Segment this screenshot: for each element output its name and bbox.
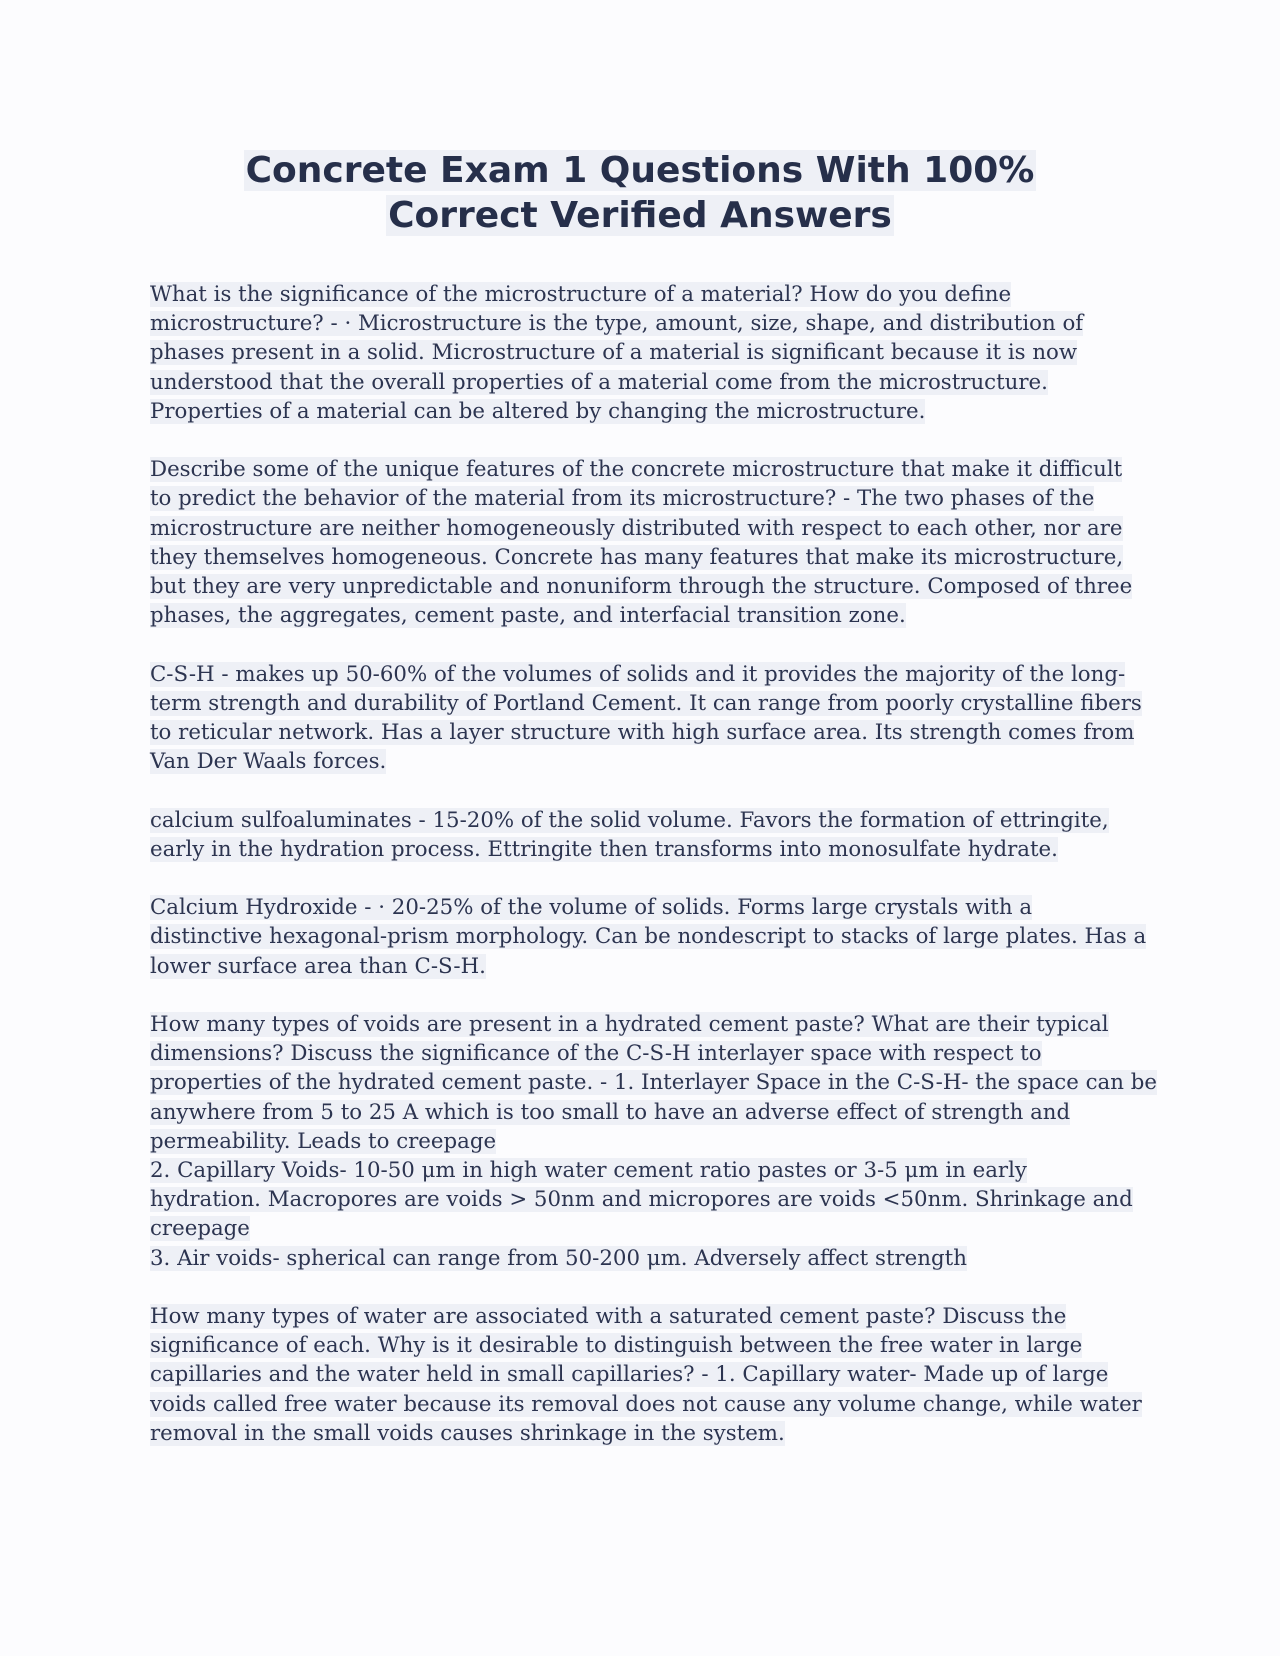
text-line xyxy=(150,484,1130,513)
text-line-content: Van Der Waals forces. xyxy=(150,749,387,775)
text-line xyxy=(150,1127,1130,1156)
text-line xyxy=(150,952,1130,981)
text-line-content: early in the hydration process. Ettringite then transforms into monosulfate hydrate. xyxy=(150,836,1058,862)
text-line-content: Calcium Hydroxide - · 20-25% of the volume of solids. Forms large crystals with a xyxy=(150,895,1033,921)
text-line-content: What is the significance of the microstructure of a material? How do you define xyxy=(150,282,1012,307)
text-line-content: phases, the aggregates, cement paste, and interfacial transition zone. xyxy=(150,603,906,629)
text-line-content: voids called free water because its removal does not cause any volume change, while water xyxy=(150,1391,1142,1417)
text-line-content: microstructure are neither homogeneously distributed with respect to each other, nor are xyxy=(150,515,1123,541)
title-line-1: Concrete Exam 1 Questions With 100% xyxy=(245,150,1035,191)
text-line-content: How many types of voids are present in a hydrated cement paste? What are their typical xyxy=(150,1012,1109,1037)
text-line xyxy=(150,660,1130,689)
document-body xyxy=(150,280,1157,1477)
document-title xyxy=(150,148,1130,238)
text-line-content: hydration. Macropores are voids > 50nm and micropores are voids <50nm. Shrinkage and xyxy=(150,1187,1133,1213)
text-line xyxy=(150,806,1130,835)
text-line-content: How many types of water are associated with a saturated cement paste? Discuss the xyxy=(150,1304,1067,1330)
text-line-content: dimensions? Discuss the significance of the C-S-H interlayer space with respect to xyxy=(150,1041,1042,1067)
text-line xyxy=(150,893,1130,922)
text-line-content: microstructure? - · Microstructure is the type, amount, size, shape, and distribution of xyxy=(150,311,1084,337)
text-line xyxy=(150,835,1130,864)
text-line xyxy=(150,689,1142,718)
text-line-content: to reticular network. Has a layer structure with high surface area. Its strength comes from xyxy=(150,720,1135,746)
qa-paragraph xyxy=(150,455,1133,630)
text-line-content: distinctive hexagonal-prism morphology. Can be nondescript to stacks of large plates. Has a xyxy=(150,924,1147,950)
text-line xyxy=(150,601,1130,630)
text-line xyxy=(150,455,1130,484)
text-line-content: Describe some of the unique features of the concrete microstructure that make it difficult xyxy=(150,457,1123,483)
text-line-content: they themselves homogeneous. Concrete has many features that make its microstructure, xyxy=(150,544,1124,570)
text-line xyxy=(150,338,1130,367)
title-line-2: Correct Verified Answers xyxy=(388,195,892,236)
text-line xyxy=(150,718,1135,747)
qa-paragraph xyxy=(150,1302,1142,1448)
text-line-content: C-S-H - makes up 50-60% of the volumes of solids and it provides the majority of the long- xyxy=(150,661,1126,687)
text-line xyxy=(150,309,1130,338)
text-line xyxy=(150,1331,1130,1360)
text-line-content: properties of the hydrated cement paste. - 1. Interlayer Space in the C-S-H- the space can be xyxy=(150,1070,1157,1096)
text-line xyxy=(150,1214,1130,1243)
text-line xyxy=(150,543,1130,572)
text-line xyxy=(150,1244,1130,1273)
qa-paragraph xyxy=(150,660,1142,777)
text-line xyxy=(150,397,1130,426)
text-line xyxy=(150,368,1130,397)
text-line-content: lower surface area than C-S-H. xyxy=(150,953,486,979)
qa-paragraph xyxy=(150,893,1147,981)
text-line xyxy=(150,1390,1142,1419)
text-line-content: term strength and durability of Portland Cement. It can range from poorly crystalline fibers xyxy=(150,690,1142,716)
text-line-content: Properties of a material can be altered by changing the microstructure. xyxy=(150,398,926,424)
text-line-content: capillaries and the water held in small capillaries? - 1. Capillary water- Made up of large xyxy=(150,1362,1109,1388)
text-line xyxy=(150,1419,1130,1448)
text-line-content: calcium sulfoaluminates - 15-20% of the solid volume. Favors the formation of ettringite, xyxy=(150,807,1109,833)
text-line-content: permeability. Leads to creepage xyxy=(150,1128,497,1154)
text-line xyxy=(150,572,1133,601)
text-line-content: removal in the small voids causes shrinkage in the system. xyxy=(150,1420,785,1446)
text-line xyxy=(150,1068,1157,1097)
text-line xyxy=(150,514,1130,543)
qa-paragraph xyxy=(150,1010,1157,1273)
qa-paragraph xyxy=(150,280,1130,426)
qa-paragraph xyxy=(150,806,1130,864)
text-line xyxy=(150,1185,1133,1214)
text-line xyxy=(150,1098,1130,1127)
text-line-content: anywhere from 5 to 25 A which is too small to have an adverse effect of strength and xyxy=(150,1099,1071,1125)
text-line xyxy=(150,1039,1130,1068)
text-line-content: creepage xyxy=(150,1216,250,1242)
text-line-content: phases present in a solid. Microstructure of a material is significant because it is now xyxy=(150,340,1078,366)
text-line-content: understood that the overall properties of a material come from the microstructure. xyxy=(150,369,1048,395)
text-line-content: 2. Capillary Voids- 10-50 μm in high water cement ratio pastes or 3-5 μm in early xyxy=(150,1158,1027,1184)
text-line-content: to predict the behavior of the material from its microstructure? - The two phases of the xyxy=(150,486,1095,512)
text-line-content: 3. Air voids- spherical can range from 50-200 μm. Adversely affect strength xyxy=(150,1245,967,1271)
text-line xyxy=(150,1156,1130,1185)
text-line xyxy=(150,1302,1130,1331)
text-line xyxy=(150,922,1147,951)
text-line xyxy=(150,1010,1130,1039)
text-line-content: significance of each. Why is it desirable to distinguish between the free water in large xyxy=(150,1333,1083,1359)
text-line xyxy=(150,747,1130,776)
text-line xyxy=(150,1360,1130,1389)
text-line xyxy=(150,280,1130,309)
text-line-content: but they are very unpredictable and nonuniform through the structure. Composed of three xyxy=(150,574,1133,600)
